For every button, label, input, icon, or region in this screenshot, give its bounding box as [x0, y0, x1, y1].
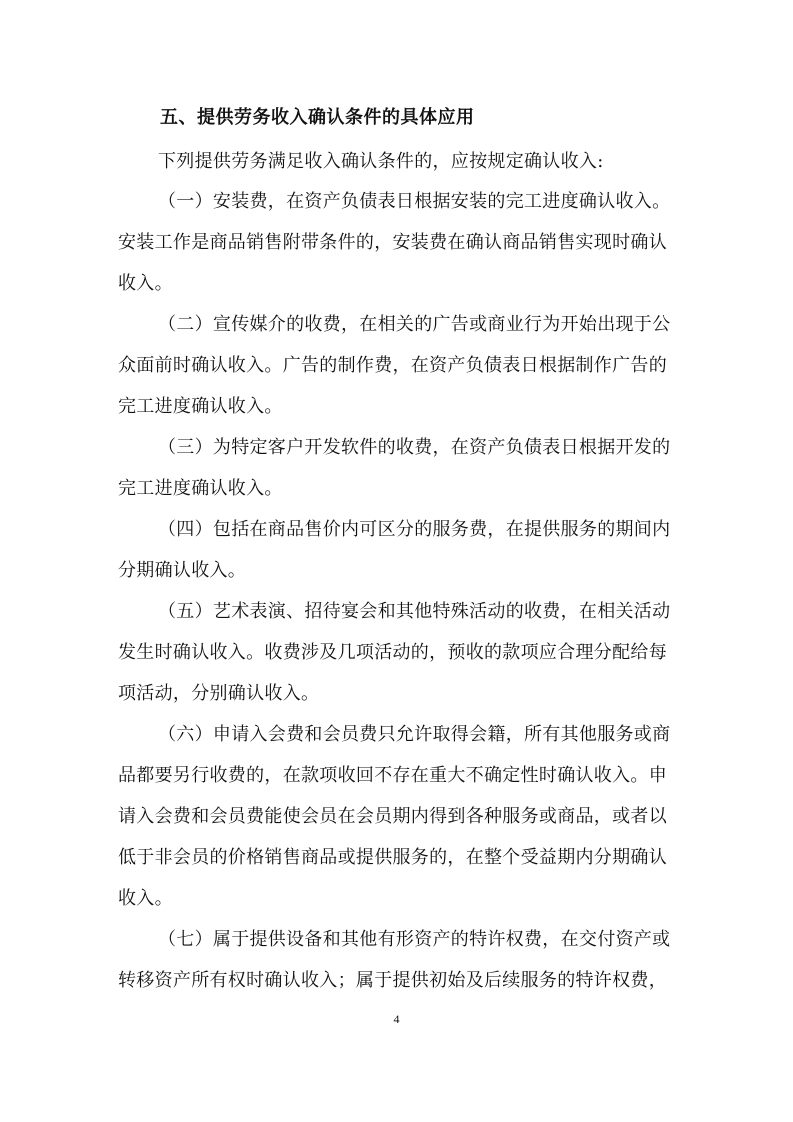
page-number: 4	[393, 1012, 400, 1026]
paragraph-line: （五）艺术表演、招待宴会和其他特殊活动的收费，在相关活动	[158, 601, 671, 622]
paragraph-line: 完工进度确认收入。	[118, 478, 283, 499]
paragraph-line: （三）为特定客户开发软件的收费，在资产负债表日根据开发的	[158, 437, 671, 458]
paragraph-line: 请入会费和会员费能使会员在会员期内得到各种服务或商品，或者以	[118, 806, 667, 827]
paragraph-line: （二）宣传媒介的收费，在相关的广告或商业行为开始出现于公	[158, 314, 671, 335]
paragraph-line: 收入。	[118, 888, 173, 909]
paragraph-line: 分期确认收入。	[118, 560, 247, 581]
paragraph-line: （一）安装费，在资产负债表日根据安装的完工进度确认收入。	[158, 191, 671, 212]
paragraph-line: 转移资产所有权时确认收入；属于提供初始及后续服务的特许权费，	[118, 970, 667, 991]
paragraph-line: 下列提供劳务满足收入确认条件的，应按规定确认收入:	[158, 151, 604, 172]
paragraph-line: （四）包括在商品售价内可区分的服务费，在提供服务的期间内	[158, 519, 671, 540]
paragraph-line: 品都要另行收费的，在款项收回不存在重大不确定性时确认收入。申	[118, 765, 667, 786]
paragraph-line: 发生时确认收入。收费涉及几项活动的，预收的款项应合理分配给每	[118, 642, 667, 663]
paragraph-line: 安装工作是商品销售附带条件的，安装费在确认商品销售实现时确认	[118, 232, 667, 253]
paragraph-line: 众面前时确认收入。广告的制作费，在资产负债表日根据制作广告的	[118, 355, 667, 376]
paragraph-line: 完工进度确认收入。	[118, 396, 283, 417]
paragraph-line: 收入。	[118, 273, 173, 294]
paragraph-line: 项活动，分别确认收入。	[118, 683, 320, 704]
paragraph-line: （七）属于提供设备和其他有形资产的特许权费，在交付资产或	[158, 929, 671, 950]
paragraph-line: 低于非会员的价格销售商品或提供服务的，在整个受益期内分期确认	[118, 847, 667, 868]
section-heading: 五、提供劳务收入确认条件的具体应用	[160, 107, 475, 128]
paragraph-line: （六）申请入会费和会员费只允许取得会籍，所有其他服务或商	[158, 724, 671, 745]
